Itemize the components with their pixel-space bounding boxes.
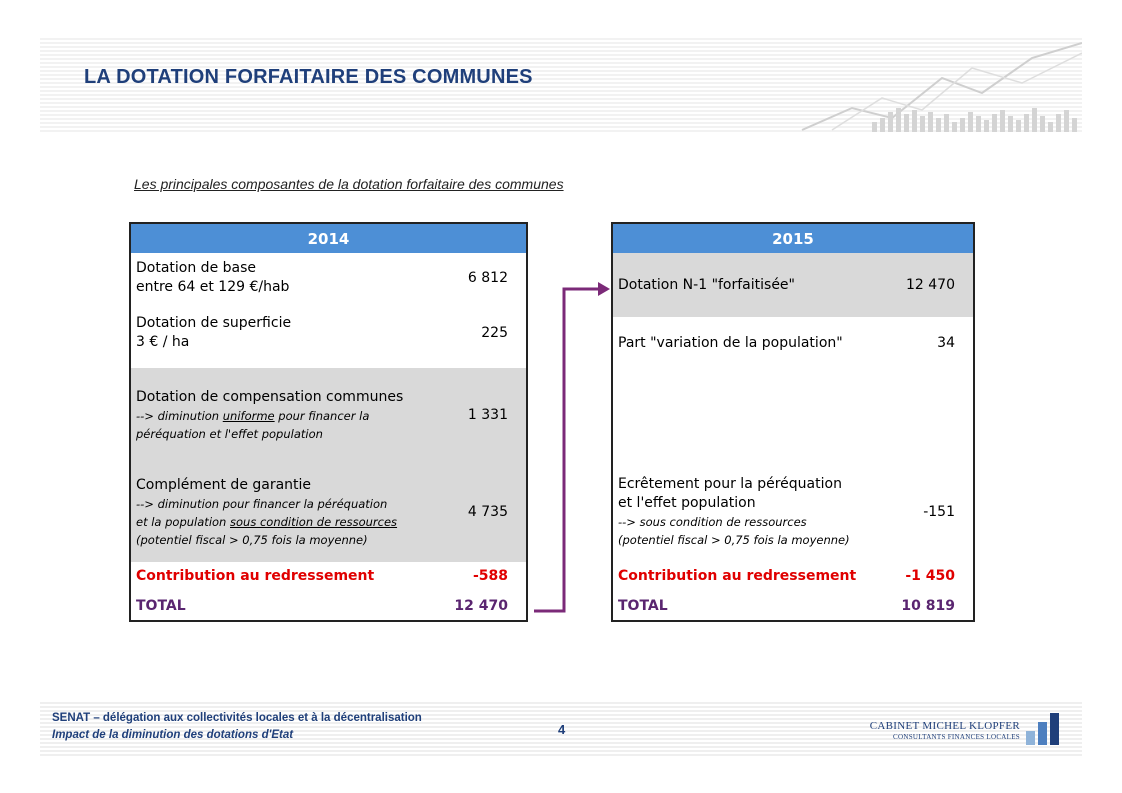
row-label: Dotation de base entre 64 et 129 €/hab bbox=[136, 260, 290, 295]
row-label: TOTAL bbox=[618, 597, 668, 614]
row-complement-garantie bbox=[131, 462, 526, 562]
row-variation-population bbox=[613, 317, 973, 369]
row-label: Ecrêtement pour la péréquation et l'effet population --> sous condition de ressources (potentiel fiscal > 0,75 fois la moyenne) bbox=[618, 476, 850, 547]
row-dotation-superficie bbox=[131, 303, 526, 363]
footer-band bbox=[40, 702, 1082, 756]
table-2015 bbox=[611, 222, 975, 622]
row-label: TOTAL bbox=[136, 597, 186, 614]
row-value: -1 450 bbox=[905, 568, 955, 584]
row-ecretement bbox=[613, 462, 973, 562]
row-label: Dotation de compensation communes --> diminution uniforme pour financer la péréquation et l'effet population bbox=[136, 388, 404, 441]
brand-tagline: CONSULTANTS FINANCES LOCALES bbox=[893, 733, 1020, 741]
row-dotation-compensation bbox=[131, 368, 526, 462]
row-value: -151 bbox=[923, 504, 955, 520]
row-contribution bbox=[131, 562, 526, 590]
row-total bbox=[613, 592, 973, 620]
row-total bbox=[131, 592, 526, 620]
footer-organization: SENAT – délégation aux collectivités locales et à la décentralisation bbox=[52, 712, 422, 724]
chart-decoration-icon bbox=[742, 38, 1082, 132]
page-number: 4 bbox=[558, 722, 566, 737]
page-title: LA DOTATION FORFAITAIRE DES COMMUNES bbox=[84, 66, 533, 88]
row-value: 1 331 bbox=[467, 407, 508, 423]
row-dotation-base bbox=[131, 253, 526, 303]
row-label: Dotation N-1 "forfaitisée" bbox=[618, 276, 795, 293]
arrow-connector-icon bbox=[528, 280, 612, 620]
row-value: 4 735 bbox=[467, 504, 508, 520]
row-label: Complément de garantie --> diminution pour financer la péréquation et la population sous condition de ressources (potentiel fiscal > 0,75 fois la moyenne) bbox=[136, 476, 398, 547]
brand-name: CABINET MICHEL KLOPFER bbox=[869, 720, 1020, 732]
table-2014-header: 2014 bbox=[131, 224, 526, 253]
row-contribution bbox=[613, 562, 973, 590]
row-value: 34 bbox=[937, 335, 955, 351]
row-value: 225 bbox=[481, 325, 508, 341]
brand-logo-icon bbox=[1026, 711, 1060, 745]
row-value: 10 819 bbox=[901, 598, 955, 614]
row-label: Contribution au redressement bbox=[618, 567, 857, 584]
header-band bbox=[40, 38, 1082, 132]
section-subtitle: Les principales composantes de la dotation forfaitaire des communes bbox=[134, 176, 564, 192]
row-value: 12 470 bbox=[454, 598, 508, 614]
row-value: 12 470 bbox=[906, 277, 955, 293]
row-dotation-n1 bbox=[613, 253, 973, 317]
row-label: Dotation de superficie 3 € / ha bbox=[136, 315, 292, 350]
row-label: Part "variation de la population" bbox=[618, 334, 843, 351]
row-value: -588 bbox=[472, 568, 508, 584]
table-2015-header: 2015 bbox=[613, 224, 973, 253]
table-2014 bbox=[129, 222, 528, 622]
footer-subject: Impact de la diminution des dotations d'Etat bbox=[52, 729, 294, 741]
row-value: 6 812 bbox=[467, 270, 508, 286]
row-label: Contribution au redressement bbox=[136, 567, 375, 584]
